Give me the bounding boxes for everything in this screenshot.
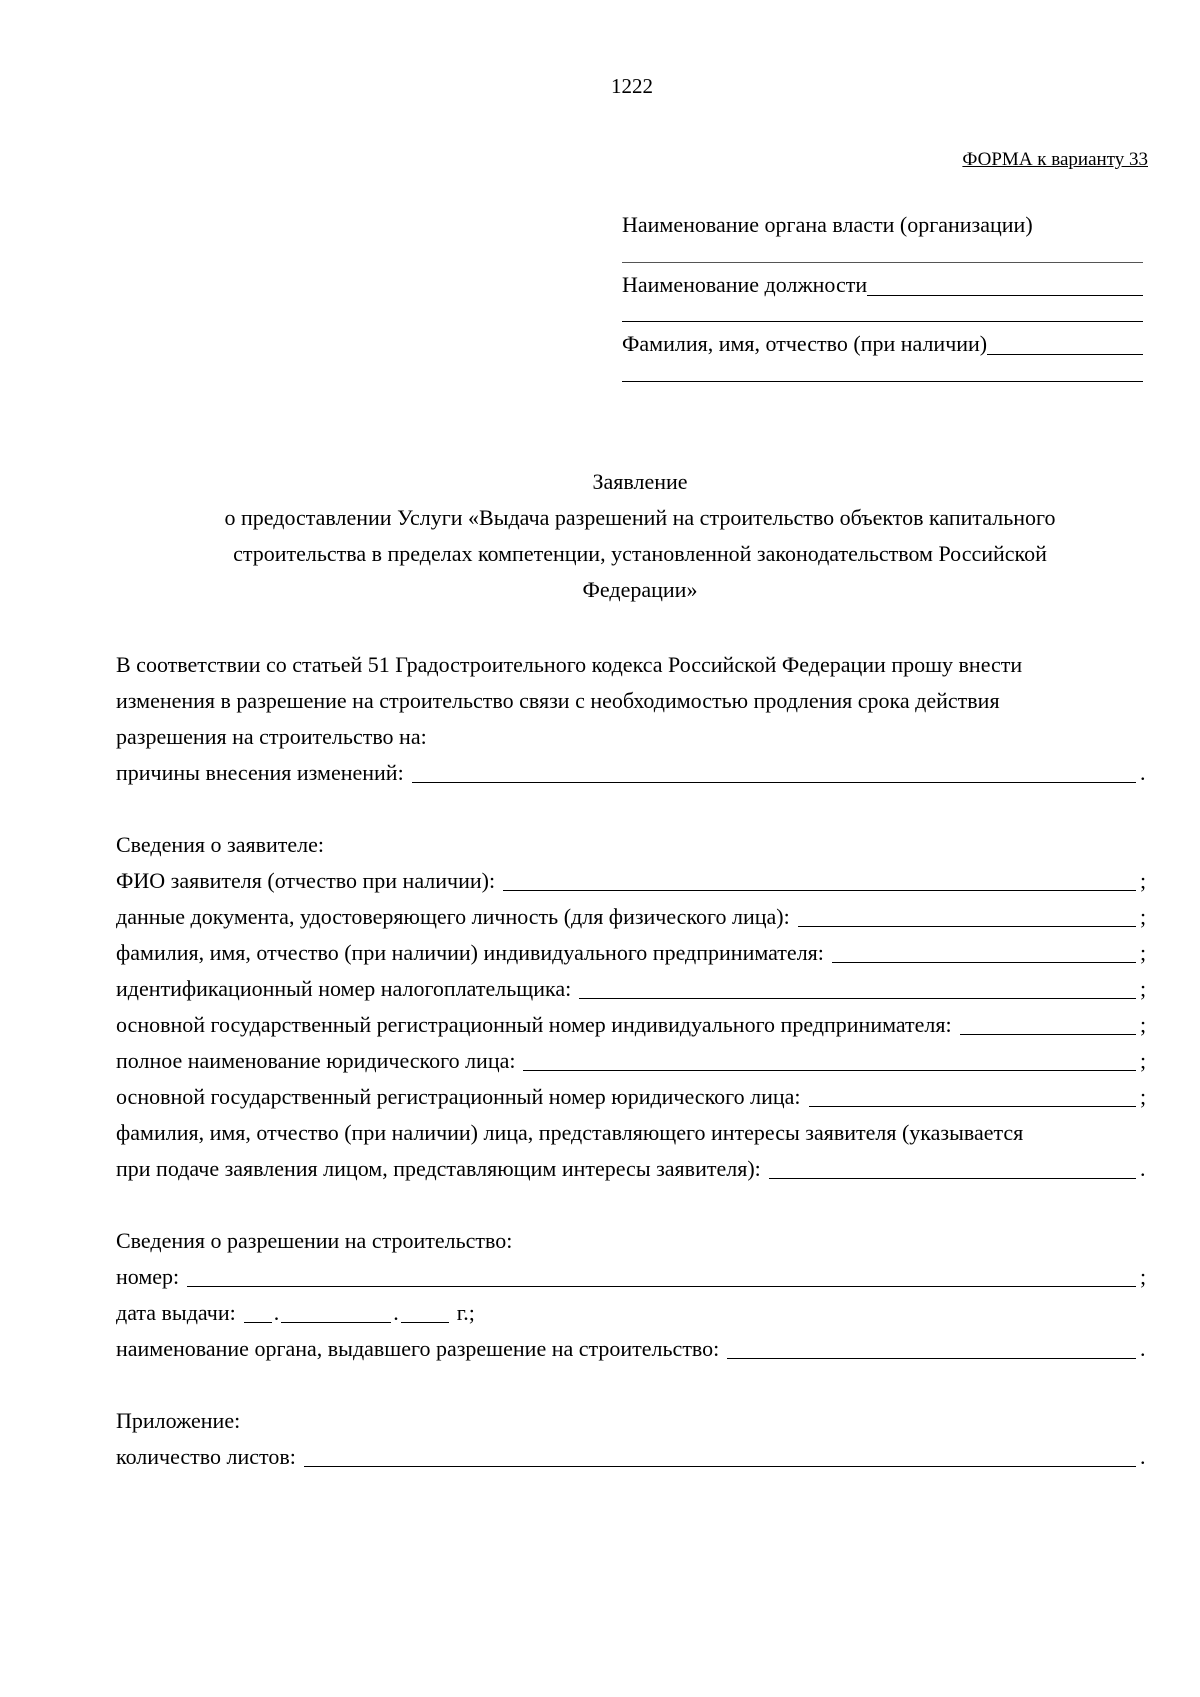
representative-label: при подаче заявления лицом, представляющим интересы заявителя): (116, 1156, 761, 1181)
ip-ogrn-end: ; (1140, 1012, 1147, 1037)
applicant-id-doc-label: данные документа, удостоверяющего личность (для физического лица): (116, 904, 790, 929)
title-heading: Заявление (592, 469, 688, 494)
ip-fio-field[interactable] (832, 962, 1136, 963)
permit-heading: Сведения о разрешении на строительство: (116, 1228, 513, 1253)
ip-ogrn-field[interactable] (960, 1034, 1136, 1035)
addressee-organ-field[interactable] (622, 262, 1143, 263)
ip-ogrn-row (116, 1007, 1150, 1043)
appendix-sheets-end: . (1140, 1444, 1146, 1469)
applicant-id-doc-field[interactable] (798, 926, 1136, 927)
form-variant-label: ФОРМА к варианту 33 (962, 149, 1148, 170)
permit-organ-end: . (1140, 1336, 1146, 1361)
title-line-1: о предоставлении Услуги «Выдача разрешений на строительство объектов капитального (224, 505, 1056, 530)
addressee-organ-row (622, 208, 1143, 252)
addressee-position-field-2[interactable] (622, 321, 1143, 322)
permit-number-end: ; (1140, 1264, 1147, 1289)
inn-row (116, 971, 1150, 1007)
reasons-row (116, 755, 1150, 791)
applicant-fio-field[interactable] (503, 890, 1136, 891)
appendix-sheets-label: количество листов: (116, 1444, 296, 1469)
appendix-sheets-row (116, 1439, 1150, 1475)
applicant-id-doc-end: ; (1140, 904, 1147, 929)
addressee-fio-field[interactable] (987, 331, 1143, 355)
reasons-field[interactable] (412, 782, 1136, 783)
date-separator-1: . (273, 1300, 280, 1325)
representative-line-1: фамилия, имя, отчество (при наличии) лица, представляющего интересы заявителя (указывается (116, 1120, 1024, 1145)
applicant-fio-row (116, 863, 1150, 899)
reasons-end: . (1140, 760, 1146, 785)
intro-line-1: В соответствии со статьей 51 Градостроительного кодекса Российской Федерации прошу внести (116, 652, 1023, 677)
page-number: 1222 (611, 74, 653, 98)
intro-line-3: разрешения на строительство на: (116, 724, 427, 749)
applicant-fio-label: ФИО заявителя (отчество при наличии): (116, 868, 496, 893)
addressee-fio-label: Фамилия, имя, отчество (при наличии) (622, 331, 988, 356)
legal-ogrn-field[interactable] (809, 1106, 1136, 1107)
ip-fio-end: ; (1140, 940, 1147, 965)
permit-organ-field[interactable] (727, 1358, 1136, 1359)
applicant-heading: Сведения о заявителе: (116, 832, 325, 857)
legal-name-end: ; (1140, 1048, 1147, 1073)
permit-date-year-field[interactable] (401, 1322, 449, 1323)
applicant-id-doc-row (116, 899, 1150, 935)
appendix-heading: Приложение: (116, 1408, 241, 1433)
title-line-3: Федерации» (582, 577, 698, 602)
permit-date-row (116, 1295, 1150, 1331)
addressee-position-row (622, 268, 1143, 312)
permit-date-month-field[interactable] (281, 1322, 391, 1323)
document-title (140, 464, 1140, 608)
inn-label: идентификационный номер налогоплательщика: (116, 976, 572, 1001)
permit-date-label: дата выдачи: (116, 1300, 236, 1325)
legal-name-row (116, 1043, 1150, 1079)
addressee-fio-row (622, 327, 1143, 371)
permit-date-day-field[interactable] (244, 1322, 272, 1323)
addressee-position-label: Наименование должности (622, 272, 868, 297)
legal-ogrn-label: основной государственный регистрационный номер юридического лица: (116, 1084, 801, 1109)
date-separator-2: . (393, 1300, 399, 1325)
ip-fio-row (116, 935, 1150, 971)
applicant-fio-end: ; (1140, 868, 1147, 893)
addressee-organ-label: Наименование органа власти (организации) (622, 212, 1033, 237)
representative-end: . (1140, 1156, 1146, 1181)
representative-row (116, 1151, 1150, 1187)
representative-field[interactable] (769, 1178, 1136, 1179)
intro-line-2: изменения в разрешение на строительство связи с необходимостью продления срока действия (116, 688, 1000, 713)
legal-name-label: полное наименование юридического лица: (116, 1048, 516, 1073)
reasons-label: причины внесения изменений: (116, 760, 404, 785)
addressee-block (622, 208, 1143, 371)
permit-organ-label: наименование органа, выдавшего разрешение на строительство: (116, 1336, 720, 1361)
legal-ogrn-end: ; (1140, 1084, 1147, 1109)
legal-ogrn-row (116, 1079, 1150, 1115)
title-line-2: строительства в пределах компетенции, установленной законодательством Российской (233, 541, 1047, 566)
permit-number-label: номер: (116, 1264, 180, 1289)
addressee-fio-field-2[interactable] (622, 381, 1143, 382)
document-body (116, 647, 1150, 1475)
legal-name-field[interactable] (523, 1070, 1136, 1071)
ip-ogrn-label: основной государственный регистрационный номер индивидуального предпринимателя: (116, 1012, 952, 1037)
permit-number-row (116, 1259, 1150, 1295)
permit-date-year-suffix: г.; (456, 1300, 475, 1325)
permit-organ-row (116, 1331, 1150, 1367)
appendix-sheets-field[interactable] (304, 1466, 1136, 1467)
inn-field[interactable] (579, 998, 1136, 999)
permit-number-field[interactable] (187, 1286, 1136, 1287)
inn-end: ; (1140, 976, 1147, 1001)
ip-fio-label: фамилия, имя, отчество (при наличии) индивидуального предпринимателя: (116, 940, 824, 965)
addressee-position-field[interactable] (867, 272, 1143, 296)
